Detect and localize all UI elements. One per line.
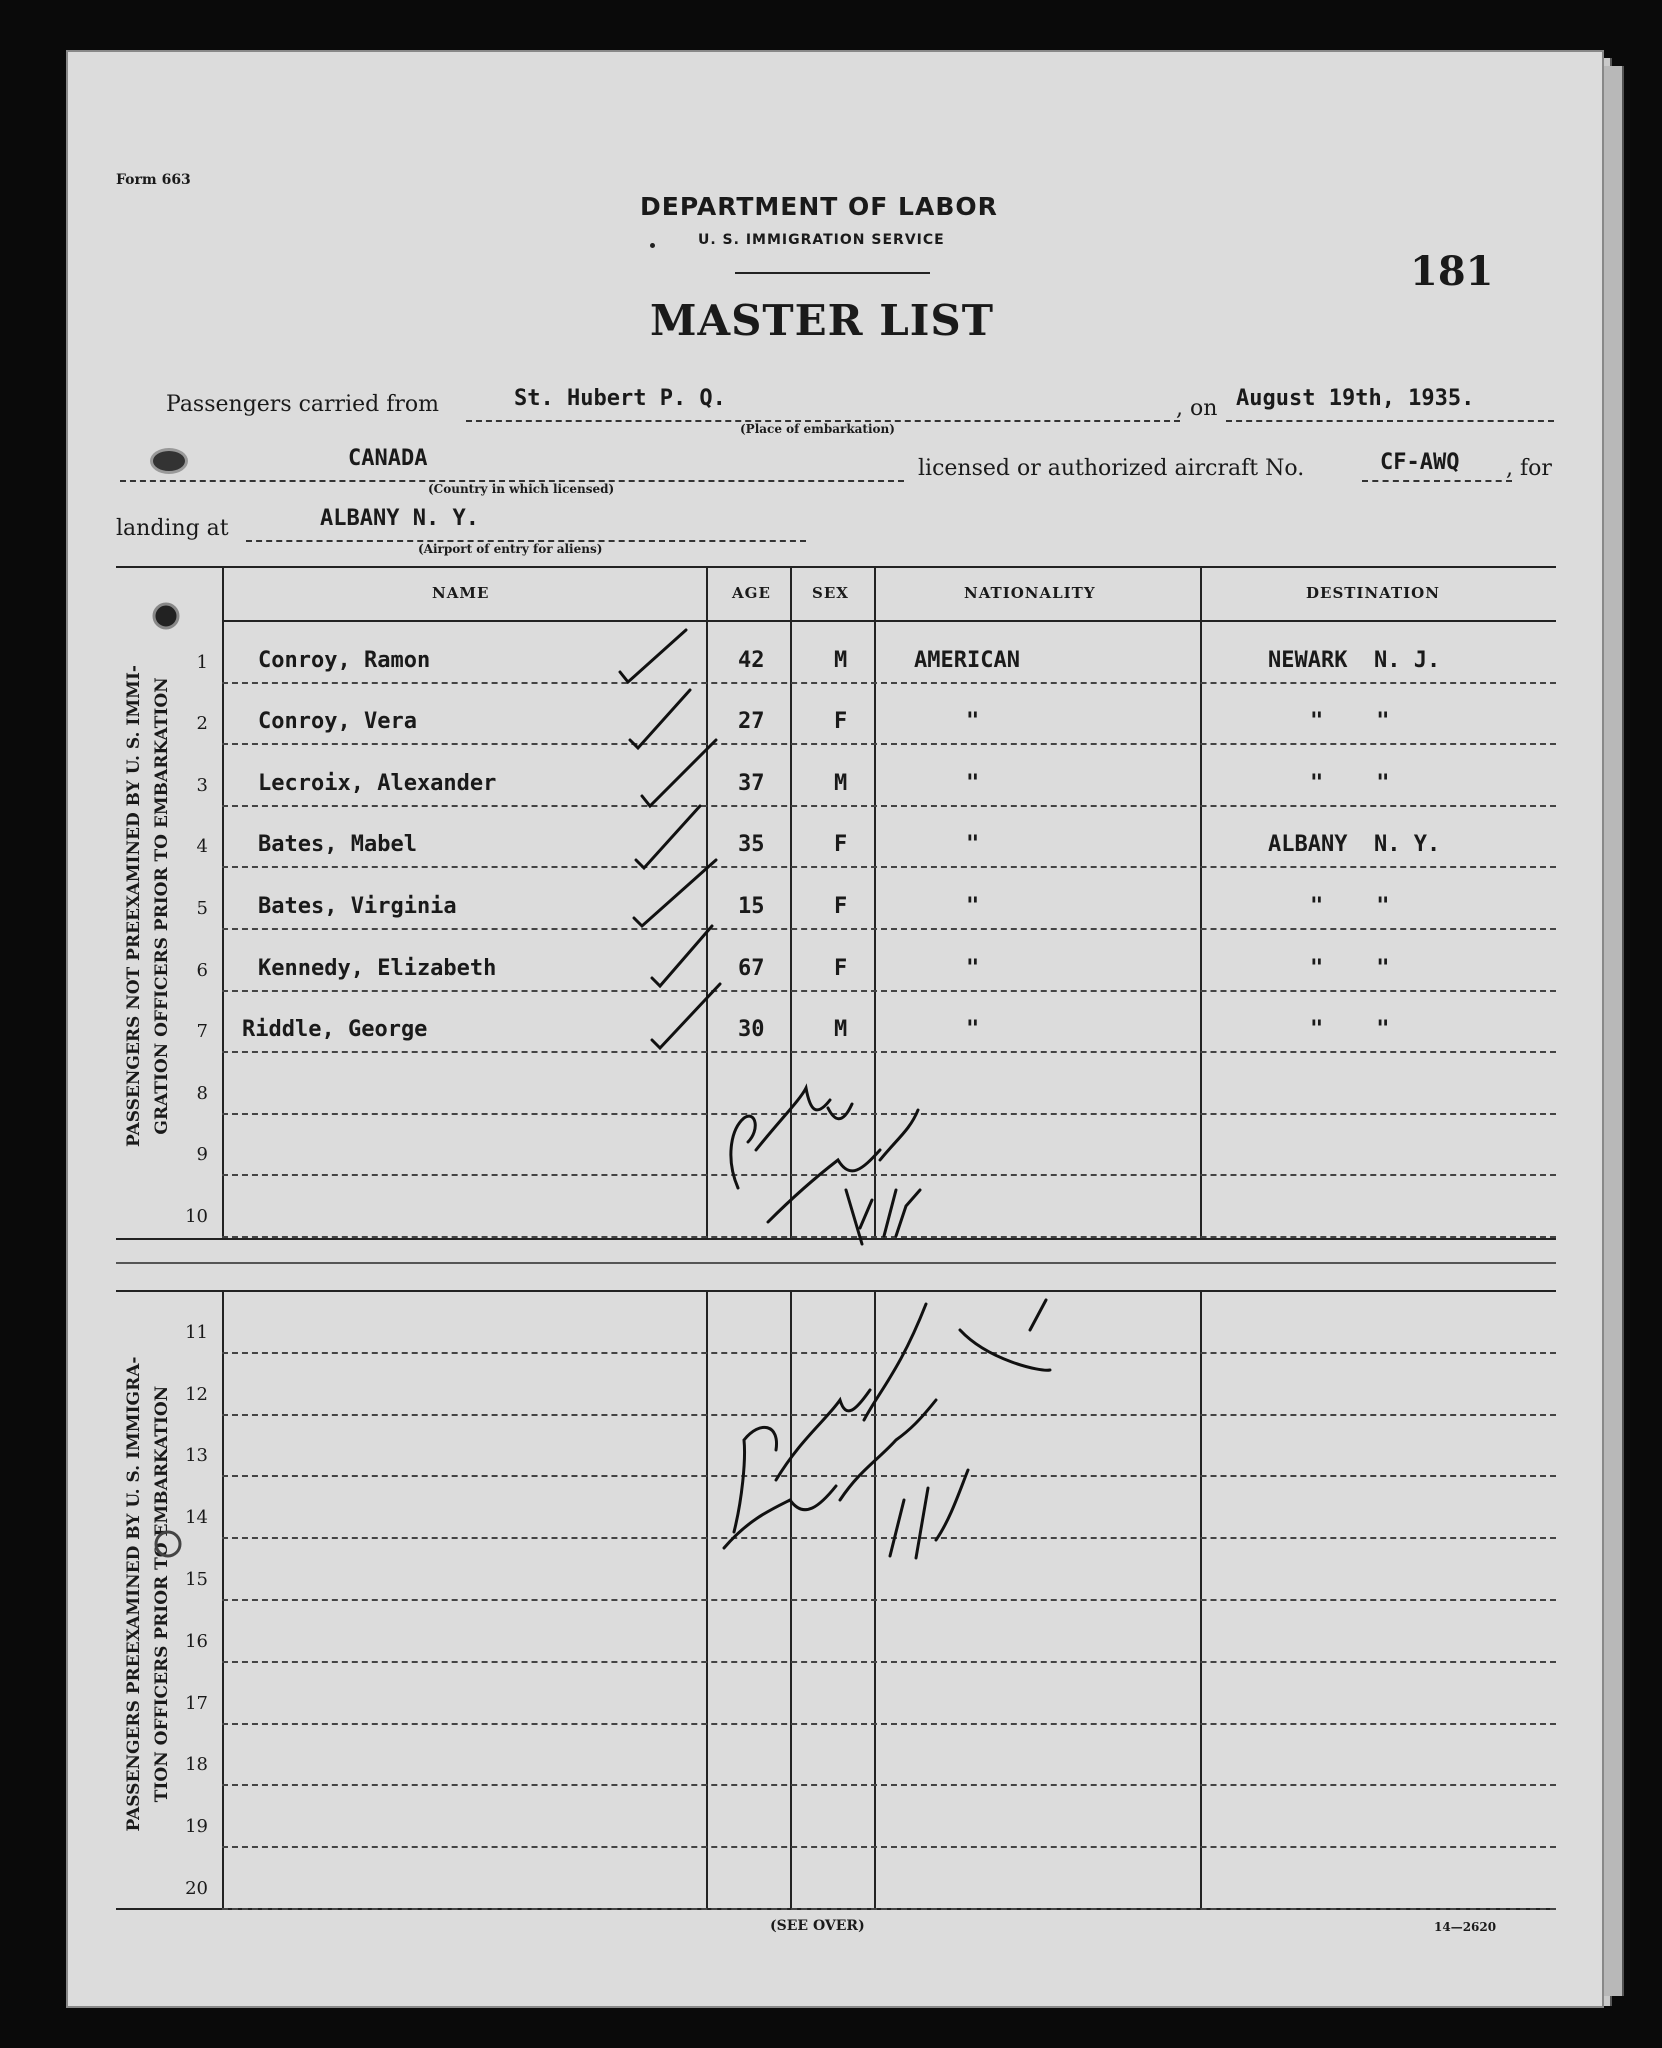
on-label: , on: [1176, 396, 1218, 421]
date-value: August 19th, 1935.: [1236, 386, 1475, 411]
checkmark: [652, 984, 720, 1048]
department-heading: DEPARTMENT OF LABOR: [640, 192, 998, 221]
passenger-age: 27: [738, 709, 765, 734]
aircraft-value: CF-AWQ: [1380, 450, 1460, 475]
passenger-nationality: ": [966, 832, 980, 857]
checkmark: [652, 926, 712, 986]
passenger-name: Riddle, George: [242, 1017, 428, 1042]
passenger-sex: M: [834, 1017, 848, 1042]
row-number: 11: [185, 1322, 208, 1343]
passenger-destination: " ": [1310, 894, 1390, 919]
carried-from-caption: (Place of embarkation): [740, 422, 895, 436]
row-number: 15: [185, 1569, 208, 1590]
form-number: Form 663: [116, 172, 191, 188]
row-number: 3: [196, 775, 208, 796]
passenger-sex: F: [834, 894, 848, 919]
row-number: 10: [185, 1206, 208, 1227]
passenger-name: Conroy, Vera: [258, 709, 417, 734]
col-header-sex: SEX: [812, 584, 849, 602]
row-number: 9: [196, 1144, 208, 1165]
passenger-name: Conroy, Ramon: [258, 648, 431, 673]
landing-value: ALBANY N. Y.: [320, 506, 479, 531]
passenger-destination: " ": [1310, 956, 1390, 981]
checkmark: [630, 690, 690, 748]
landing-caption: (Airport of entry for aliens): [418, 542, 603, 556]
carried-from-value: St. Hubert P. Q.: [514, 386, 726, 411]
punch-hole-upper: [154, 604, 178, 628]
passenger-sex: F: [834, 956, 848, 981]
passenger-nationality: ": [966, 956, 980, 981]
passenger-destination: " ": [1310, 771, 1390, 796]
inspector-signature-1: [731, 1088, 920, 1244]
passenger-sex: M: [834, 648, 848, 673]
row-number: 8: [196, 1083, 208, 1104]
row-number: 7: [196, 1021, 208, 1042]
row-number: 4: [196, 836, 208, 857]
passenger-destination: NEWARK N. J.: [1268, 648, 1441, 673]
passenger-sex: M: [834, 771, 848, 796]
country-value: CANADA: [348, 446, 428, 471]
col-header-name: NAME: [432, 584, 490, 602]
passenger-nationality: ": [966, 1017, 980, 1042]
col-header-age: AGE: [732, 584, 771, 602]
col-header-destination: DESTINATION: [1306, 584, 1440, 602]
passenger-age: 37: [738, 771, 765, 796]
passenger-age: 42: [738, 648, 765, 673]
print-code: 14—2620: [1434, 1920, 1497, 1934]
passenger-nationality: ": [966, 894, 980, 919]
passenger-sex: F: [834, 709, 848, 734]
row-number: 14: [185, 1507, 208, 1528]
passenger-nationality: ": [966, 771, 980, 796]
passenger-destination: ALBANY N. Y.: [1268, 832, 1441, 857]
country-caption: (Country in which licensed): [428, 482, 615, 496]
passenger-age: 15: [738, 894, 765, 919]
row-number: 13: [185, 1445, 208, 1466]
see-over-note: (SEE OVER): [770, 1918, 865, 1934]
passenger-name: Bates, Mabel: [258, 832, 417, 857]
passenger-destination: " ": [1310, 1017, 1390, 1042]
row-number: 19: [185, 1816, 208, 1837]
punch-hole-lower: [156, 1532, 180, 1556]
aircraft-label: licensed or authorized aircraft No.: [918, 456, 1305, 481]
row-number: 18: [185, 1754, 208, 1775]
row-number: 5: [196, 898, 208, 919]
passenger-name: Lecroix, Alexander: [258, 771, 497, 796]
checkmark: [642, 740, 716, 806]
row-number: 12: [185, 1384, 208, 1405]
passenger-age: 30: [738, 1017, 765, 1042]
checkmark: [620, 630, 686, 682]
inspector-signature-2: [724, 1300, 1050, 1558]
passenger-nationality: ": [966, 709, 980, 734]
row-number: 16: [185, 1631, 208, 1652]
section-label-not-preexamined: PASSENGERS NOT PREEXAMINED BY U. S. IMMI- GRATION OFFICERS PRIOR TO EMBARKATION: [124, 665, 172, 1147]
landing-label: landing at: [116, 516, 229, 541]
for-label: , for: [1506, 456, 1552, 481]
section-label-preexamined: PASSENGERS PREEXAMINED BY U. S. IMMIGRA- TION OFFICERS PRIOR TO EMBARKATION: [124, 1356, 172, 1832]
carried-from-label: Passengers carried from: [166, 392, 439, 417]
page-number: 181: [1410, 248, 1494, 295]
service-heading: U. S. IMMIGRATION SERVICE: [698, 232, 945, 248]
row-number: 6: [196, 960, 208, 981]
row-number: 17: [185, 1693, 208, 1714]
page-title: MASTER LIST: [650, 296, 994, 345]
passenger-name: Kennedy, Elizabeth: [258, 956, 497, 981]
passenger-name: Bates, Virginia: [258, 894, 457, 919]
passenger-destination: " ": [1310, 709, 1390, 734]
row-number: 1: [196, 652, 208, 673]
row-number: 20: [185, 1878, 208, 1899]
checkmark: [634, 860, 716, 926]
row-number: 2: [196, 713, 208, 734]
passenger-nationality: AMERICAN: [914, 648, 1020, 673]
col-header-nationality: NATIONALITY: [964, 584, 1096, 602]
passenger-sex: F: [834, 832, 848, 857]
checkmark: [636, 806, 700, 868]
passenger-age: 67: [738, 956, 765, 981]
passenger-age: 35: [738, 832, 765, 857]
